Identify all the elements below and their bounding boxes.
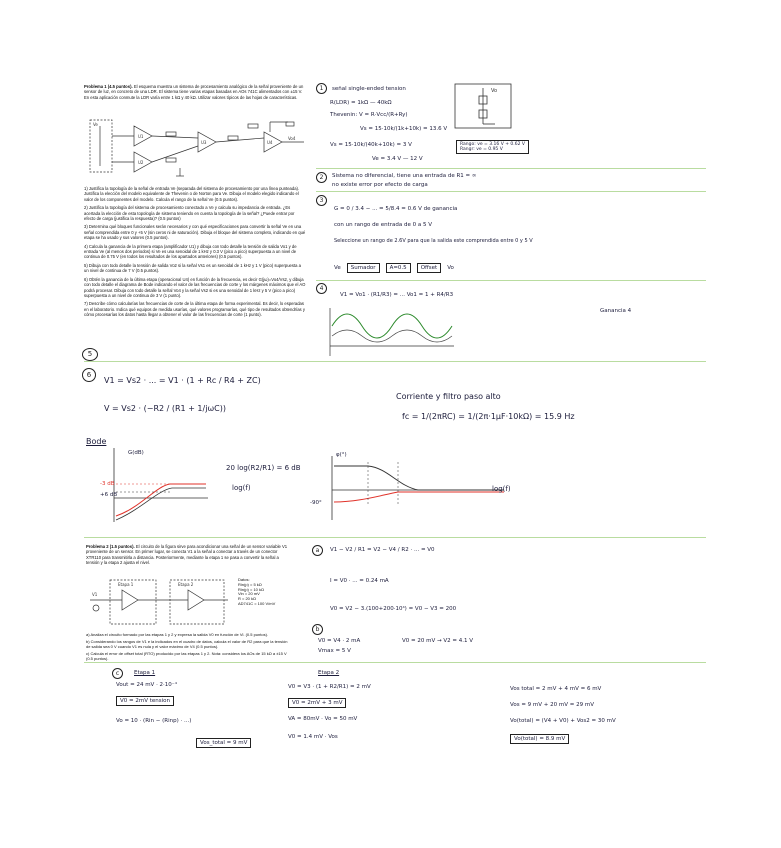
svg-text:Etapa 2: Etapa 2 [178, 582, 194, 587]
divider-rule-2 [316, 191, 706, 192]
bode-phase-logf: log(f) [492, 485, 511, 493]
note-1-title: señal single-ended tension [332, 86, 406, 92]
divider-rule-3 [316, 280, 706, 281]
p2c-etapa2-line-1: V0 = V3 · (1 + R2/R1) = 2 mV [288, 684, 371, 690]
note-4-circle: 4 [316, 283, 327, 294]
p1-question-2: 2) Justifica la topología del sistema de procesamiento conectado a Ve y calcula su impedancia de entrada. ¿Es acertada la elección de esta topología de sistema teniendo en cuenta la topología de la señal? ¿Puede entrar por efecto de carga (justifica la respuesta)? (0.5 puntos) [84, 205, 295, 222]
p2b-line-1: V0 = V4 · 2 mA [318, 638, 361, 644]
note-3-line-1: G = 0 / 3.4 − ... = 5/8.4 = 0.6 V de ganancia [334, 206, 458, 212]
svg-text:Etapa 1: Etapa 1 [118, 582, 134, 587]
note-1-line-4: Vs = 15·10k/(40k+10k) = 3 V [330, 142, 412, 148]
problem1-intro: El esquema muestra un sistema de procesamiento analógico de la señal proveniente de un sensor de luz, en concreto de una LDR. El sistema tiene varias etapas basadas en AOs 741C alimentados con ±15 V. En esta aplicación conmute la LDR varía entre 1 kΩ y 40 kΩ. Utilizar valores típicos de las hojas de características. [84, 84, 304, 100]
p2c-total-line-2: Vos = 9 mV + 20 mV = 29 mV [510, 702, 594, 708]
p2c-total-line-4: Vo(total) = 8.9 mV [510, 734, 569, 744]
note-3-line-2: con un rango de entrada de 0 a 5 V [334, 222, 432, 228]
problem2-title: Problema 2 (1.5 puntos). [86, 544, 135, 549]
svg-text:V1: V1 [92, 592, 98, 597]
p2b-line-3: Vmax = 5 V [318, 648, 351, 654]
bode-title: Bode [86, 437, 107, 446]
p2b-circle: b [312, 624, 323, 635]
note-3-circle: 3 [316, 195, 327, 206]
note-1-line-1: R(LDR) = 1kΩ — 40kΩ [330, 100, 392, 106]
note-1-box-line-2: Rangr: ve = 0.95 V [460, 147, 503, 152]
p2c-total-line-1: Vos total = 2 mV + 4 mV = 6 mV [510, 686, 602, 692]
problem1-title: Problema 1 (4.5 puntos). [84, 84, 133, 89]
p1-question-3: 3) Determina qué bloques funcionales serán necesarios y con qué especificaciones para convertir la señal Ve en una señal comprendida entre 0 y +5 V (sin ceros ni de saturación). Dibuja el bloque del sistema completo, indicando en qué etapa se ha usado y sus valores (0.5 puntos). [84, 224, 306, 241]
block-sumador: Sumador [347, 263, 380, 273]
problem2-statement [86, 544, 292, 566]
divider-rule-6 [84, 662, 706, 663]
bode-phase-axis-label: φ(°) [336, 452, 347, 458]
p1-question-7: 7) Describe cómo calcularías las frecuencias de corte de la última etapa de forma experimental. Es decir, lo esperadas en el laboratorio. Indica qué equipos de medida usarías, qué valores programarías, qué tipo de resultados obtendrías y cómo procesarías los datos hasta llegar a obtener el valor de las frecuencias de corte (1 punto). [84, 301, 305, 318]
note-6-circle: 6 [82, 368, 96, 382]
svg-text:Vo4: Vo4 [288, 136, 296, 141]
p2c-etapa2-line-3: VA = 80mV · Vo = 50 mV [288, 716, 358, 722]
bode-gain-logf: log(f) [232, 484, 251, 492]
p1-question-1: 1) Justifica la topología de la señal de entrada Ve (separada del sistema de procesamiento por una línea punteada). Justifica la elección del modelo equivalente de Thevenin o de Norton para Ve. Dibuja el modelo elegido indicando el valor de los componentes del modelo. Calcula el rango de la señal Ve (0.5 puntos). [84, 186, 300, 202]
p2-question-a: a) Analiza el circuito formado por las etapas 1 y 2 y expresa la salida V0 en función de Vi. (0.5 puntos). [86, 632, 269, 637]
note-1-line-3: Vs = 15·10k/(1k+10k) = 13.6 V [360, 126, 448, 132]
note-1-line-2: Thevenin: V = R·Vcc/(R+Ry) [330, 112, 408, 118]
p2c-etapa1-line-2: V0 = 2mV tension [116, 696, 174, 706]
divider-rule-4 [84, 361, 706, 362]
note-1-circle: 1 [316, 83, 327, 94]
svg-text:Vo: Vo [491, 88, 498, 94]
p2a-line-2: I = V0 · ... = 0.24 mA [330, 578, 389, 584]
p2c-etapa1-line-1: Vout = 24 mV · 2·10⁻⁴ [116, 682, 177, 688]
note-4-waveform [326, 306, 456, 358]
p2c-total-line-3: Vo(total) = (V4 + V0) + Vos2 = 30 mV [510, 718, 616, 724]
svg-text:U4: U4 [267, 140, 273, 145]
note-4-formula: V1 = Vo1 · (R1/R3) = ... Vo1 = 1 + R4/R3 [340, 292, 454, 298]
svg-text:U1: U1 [138, 134, 144, 139]
p2a-circle: a [312, 545, 323, 556]
svg-text:Ve: Ve [93, 122, 98, 127]
bode-phase-m90: -90° [310, 500, 322, 506]
p2-question-c: c) Calcula el error de offset total (RTO) producido por las etapas 1 y 2. Nota: considera los AOs de 15 kΩ a ±15 V (0.5 puntos). [86, 651, 287, 661]
p2c-etapa1-title: Etapa 1 [134, 670, 156, 676]
p2c-etapa2-title: Etapa 2 [318, 670, 340, 676]
note-6-transfer: V = Vs2 · (−R2 / (R1 + 1/jωC)) [104, 404, 226, 413]
p1-question-6: 6) Obtén la ganancia de la última etapa (operacional U4) en función de la frecuencia, es decir G(jω)=Vo4/Vs2, y dibuja con todo detalle el diagrama de Bode indicando el valor de las frecuencias de corte y los márgenes máximos que el AO podrá procesar. Dibuja con todo detalle la señal Vo4 y la señal Vs2 si es una senoidal de 1 kHz y 5 V (pico a pico) superpuesta a un nivel de continua de 3 V (1 punto). [84, 276, 306, 298]
note-5-circle: 5 [82, 348, 98, 361]
p1-question-4: 4) Calcula la ganancia de la primera etapa (amplificador U1) y dibuja con todo detalle la tensión de salida Vo1 y de entrada Ve (al menos dos periodos) si Ve es una senoidal de 1 kHz y 0.3 V (pico a pico) superpuesta a un nivel de continua de 0.75 V (en todos los resultados de los apartados anteriores) (0.5 puntos). [84, 243, 297, 260]
note-2-text: Sistema no diferencial, tiene una entrada de R1 = ∞ [332, 173, 477, 179]
divider-rule-1 [316, 168, 706, 169]
note-1-range: Ve = 3.4 V — 12 V [372, 156, 423, 162]
problem2-legend: Datos: Rin(p) = 5 kΩ Rin(p) = 10 kΩ Vin = 20 mV R = 20 kΩ AD741C = 100 V/mV [238, 577, 276, 606]
p1-question-5: 5) Dibuja con todo detalle la tensión de salida Vo2 si la señal Vs1 es un senoidal de 1 kHz y 1 V (pico) superpuesta a un nivel de continua de 7 V (0.5 puntos). [84, 262, 301, 274]
bode-gain-plot [100, 446, 210, 526]
bode-phase-plot [308, 456, 508, 522]
svg-text:U3: U3 [201, 140, 207, 145]
note-2-circle: 2 [316, 172, 327, 183]
bode-gain-level-black: +6 dB [100, 492, 118, 498]
bode-gain-axis-label: G(dB) [128, 450, 144, 456]
p2-question-b: b) Considerando los rangos de V1 e la indicados en el cuadro de datos, calcula el valor de R2 para que la tensión de salida sea 0 V cuando V1 es nula y el valor máximo de V4 (0.5 puntos). [86, 639, 288, 649]
note-1-box [456, 140, 529, 154]
p2c-etapa1-line-4: Vos_total = 9 mV [196, 738, 251, 748]
note-6-cutoff: fc = 1/(2πRC) = 1/(2π·1μF·10kΩ) = 15.9 Hz [402, 412, 575, 421]
note-6-filter-label: Corriente y filtro paso alto [396, 392, 501, 401]
svg-text:U2: U2 [138, 160, 144, 165]
p2c-etapa2-line-2: V0 = 2mV + 3 mV [288, 698, 346, 708]
p2c-circle: c [112, 668, 123, 679]
block-diagram [334, 262, 454, 274]
ldr-divider-sketch [455, 84, 515, 132]
problem1-questions [84, 186, 306, 321]
block-gain: A=0.5 [386, 263, 411, 273]
bode-gain-equation: 20 log(R2/R1) = 6 dB [226, 464, 301, 472]
problem1-circuit-diagram [88, 118, 308, 180]
note-2-text-2: no existe error por efecto de carga [332, 182, 428, 188]
block-input-label: Ve [334, 265, 341, 271]
note-4-result: Ganancia 4 [600, 308, 632, 314]
p2c-etapa2-line-4: V0 = 1.4 mV · Vos [288, 734, 338, 740]
p2a-line-1: V1 − V2 / R1 = V2 − V4 / R2 · ... = V0 [330, 547, 435, 553]
problem2-questions [86, 632, 292, 661]
problem2-intro: El circuito de la figura sirve para acondicionar una señal de un sensor variable V1 proveniente de un sensor. En primer lugar, se conecta V1 a la señal a conectar a través de un conector XTR110 para transmitirla a distancia. Posteriormente, mediante la etapa 1 se pasa a convertir la señal a tensión y la etapa 2 ajusta el nivel. [86, 544, 288, 566]
problem1-statement [84, 84, 306, 100]
divider-rule-5 [84, 537, 706, 538]
block-offset: Offset [417, 263, 442, 273]
p2c-etapa1-line-3: Vo = 10 · (Rin − (Rinp) · ...) [116, 718, 192, 724]
bode-gain-level-red: -3 dB [100, 481, 115, 487]
note-1-box-line-1: Rango: ve = 3.16 V + 0.62 V [460, 142, 525, 147]
note-6-formula: V1 = Vs2 · ... = V1 · (1 + Rc / R4 + ZC) [104, 376, 261, 385]
p2a-line-3: V0 = V2 − 3.(100+200·10⁴) = V0 − V3 = 200 [330, 606, 457, 612]
p2b-line-2: V0 = 20 mV → V2 = 4.1 V [402, 638, 473, 644]
note-3-selection: Seleccione un rango de 2.6V para que la salida este comprendida entre 0 y 5 V [334, 238, 533, 244]
block-output-label: Vo [447, 265, 454, 271]
